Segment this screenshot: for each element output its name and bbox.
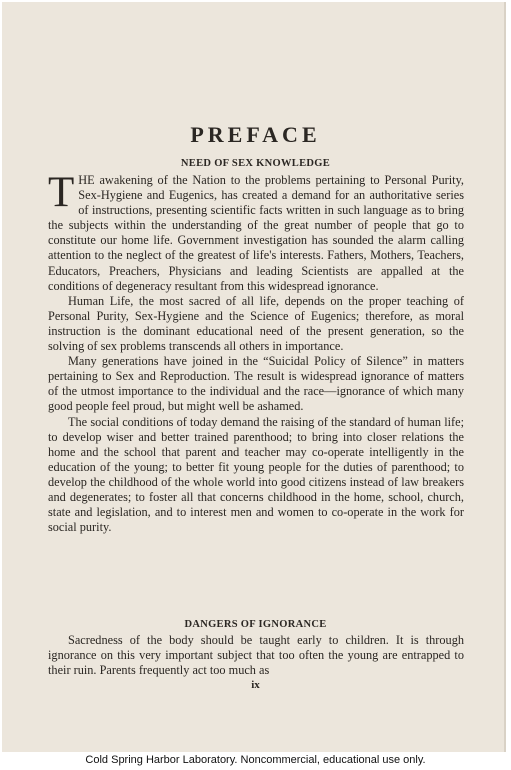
drop-cap: T <box>48 169 75 216</box>
section-body-dangers-of-ignorance <box>48 633 464 678</box>
page-title: PREFACE <box>190 122 321 147</box>
archive-credit-footer: Cold Spring Harbor Laboratory. Noncommercial, educational use only. <box>85 754 426 766</box>
page-number: ix <box>251 679 260 691</box>
paragraph-3: Many generations have joined in the “Suicidal Policy of Silence” in matters pertaining to Sex and Reproduction. The result is widespread ignorance of matters of the utmost importance to the individual and the race—ignorance of which many good people feel proud, but might well be ashamed. <box>48 354 464 414</box>
paragraph-1 <box>48 169 464 294</box>
paragraph-5: Sacredness of the body should be taught early to children. It is through ignorance on this very important subject that too often the young are entrapped to their ruin. Parents frequently act too much as <box>48 633 464 678</box>
paragraph-2: Human Life, the most sacred of all life, depends on the proper teaching of Personal Purity, Sex-Hygiene and the Science of Eugenics; therefore, as moral instruction is the dominant educational need of the present generation, so the solving of sex problems transcends all others in importance. <box>48 293 464 354</box>
section-heading-dangers-of-ignorance: DANGERS OF IGNORANCE <box>184 619 327 630</box>
paragraph-4: The social conditions of today demand the raising of the standard of human life; to develop wiser and better trained parenthood; to bring into closer relations the home and the school that parent and teacher may co-operate intelligently in the education of the young; to better fit young people for the duties of parenthood; to develop the childhood of the whole world into good citizens instead of law breakers and degenerates; to foster all that concerns childhood in the home, school, church, state and legislation, and to interest men and women to co-operate in the work for social purity. <box>48 414 464 535</box>
section-body-need-of-sex-knowledge <box>48 169 464 535</box>
section-heading-need-of-sex-knowledge: NEED OF SEX KNOWLEDGE <box>180 158 331 169</box>
paragraph-1-text: HE awakening of the Nation to the problems pertaining to Personal Purity, Sex-Hygiene and Eugenics, has created a demand for an authoritative series of instructions, presenting scientific facts written in such language as to bring the subjects within the understanding of the great number of people that go to constitute our home life. Government investigation has sounded the alarm calling attention to the neglect of the greatest of life's interests. Fathers, Mothers, Teachers, Educators, Preachers, Physicians and leading Scientists are appalled at the conditions of degeneracy resultant from this widespread ignorance. <box>48 173 464 293</box>
